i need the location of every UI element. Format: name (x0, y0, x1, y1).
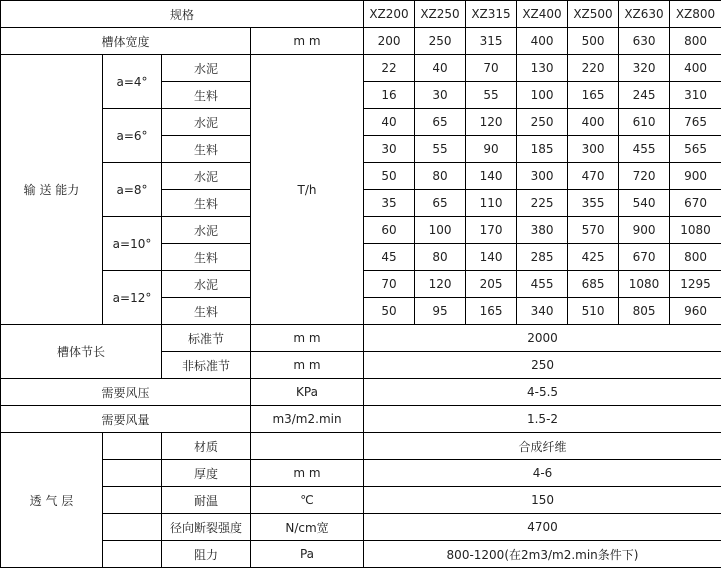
material-cement: 水泥 (162, 109, 251, 136)
value-cell: 310 (670, 82, 721, 109)
value-cell: 16 (364, 82, 415, 109)
value-cell: 35 (364, 190, 415, 217)
layer-property-unit: m m (251, 460, 364, 487)
material-cement: 水泥 (162, 55, 251, 82)
value-cell: 40 (364, 109, 415, 136)
value-cell: 90 (466, 136, 517, 163)
layer-property-label: 径向断裂强度 (162, 514, 251, 541)
value-cell: 470 (568, 163, 619, 190)
value-cell: 45 (364, 244, 415, 271)
model-header: XZ630 (619, 1, 670, 28)
section-length-label: 槽体节长 (1, 325, 162, 379)
value-cell: 130 (517, 55, 568, 82)
capacity-unit: T/h (251, 55, 364, 325)
value-cell: 400 (517, 28, 568, 55)
layer-property-unit (251, 433, 364, 460)
value-cell: 40 (415, 55, 466, 82)
value-cell: 30 (364, 136, 415, 163)
standard-section-label: 标准节 (162, 325, 251, 352)
nonstandard-section-unit: m m (251, 352, 364, 379)
value-cell: 900 (670, 163, 721, 190)
value-cell: 120 (415, 271, 466, 298)
value-cell: 205 (466, 271, 517, 298)
layer-property-label: 厚度 (162, 460, 251, 487)
value-cell: 170 (466, 217, 517, 244)
spec-label: 规格 (1, 1, 364, 28)
model-header: XZ400 (517, 1, 568, 28)
model-header: XZ315 (466, 1, 517, 28)
value-cell: 570 (568, 217, 619, 244)
value-cell: 805 (619, 298, 670, 325)
layer-property-value: 合成纤维 (364, 433, 721, 460)
value-cell: 800 (670, 244, 721, 271)
trough-width-label: 槽体宽度 (1, 28, 251, 55)
value-cell: 70 (466, 55, 517, 82)
layer-row-spacer (103, 487, 162, 514)
value-cell: 65 (415, 190, 466, 217)
value-cell: 320 (619, 55, 670, 82)
layer-property-value: 4-6 (364, 460, 721, 487)
model-header: XZ800 (670, 1, 721, 28)
breathable-layer-row (1, 541, 721, 568)
value-cell: 900 (619, 217, 670, 244)
material-cement: 水泥 (162, 163, 251, 190)
value-cell: 340 (517, 298, 568, 325)
value-cell: 30 (415, 82, 466, 109)
layer-property-label: 耐温 (162, 487, 251, 514)
layer-row-spacer (103, 541, 162, 568)
value-cell: 140 (466, 163, 517, 190)
value-cell: 50 (364, 298, 415, 325)
air-pressure-label: 需要风压 (1, 379, 251, 406)
value-cell: 630 (619, 28, 670, 55)
breathable-layer-row (1, 433, 721, 460)
trough-width-row (1, 28, 721, 55)
material-cement: 水泥 (162, 217, 251, 244)
value-cell: 225 (517, 190, 568, 217)
value-cell: 95 (415, 298, 466, 325)
layer-property-value: 150 (364, 487, 721, 514)
standard-section-value: 2000 (364, 325, 721, 352)
layer-row-spacer (103, 460, 162, 487)
value-cell: 65 (415, 109, 466, 136)
material-cement: 水泥 (162, 271, 251, 298)
value-cell: 55 (415, 136, 466, 163)
value-cell: 765 (670, 109, 721, 136)
value-cell: 120 (466, 109, 517, 136)
angle-label: a=4° (103, 55, 162, 109)
section-length-row (1, 325, 721, 352)
value-cell: 140 (466, 244, 517, 271)
value-cell: 800 (670, 28, 721, 55)
layer-property-unit: N/cm宽 (251, 514, 364, 541)
nonstandard-section-label: 非标准节 (162, 352, 251, 379)
material-raw: 生料 (162, 298, 251, 325)
value-cell: 455 (517, 271, 568, 298)
value-cell: 300 (568, 136, 619, 163)
value-cell: 250 (517, 109, 568, 136)
value-cell: 670 (670, 190, 721, 217)
value-cell: 300 (517, 163, 568, 190)
value-cell: 55 (466, 82, 517, 109)
breathable-layer-row (1, 487, 721, 514)
model-header: XZ250 (415, 1, 466, 28)
layer-row-spacer (103, 433, 162, 460)
angle-label: a=10° (103, 217, 162, 271)
layer-property-label: 阻力 (162, 541, 251, 568)
layer-property-label: 材质 (162, 433, 251, 460)
value-cell: 400 (670, 55, 721, 82)
value-cell: 1080 (619, 271, 670, 298)
value-cell: 355 (568, 190, 619, 217)
value-cell: 610 (619, 109, 670, 136)
material-raw: 生料 (162, 244, 251, 271)
value-cell: 500 (568, 28, 619, 55)
value-cell: 165 (568, 82, 619, 109)
layer-row-spacer (103, 514, 162, 541)
value-cell: 380 (517, 217, 568, 244)
material-raw: 生料 (162, 190, 251, 217)
value-cell: 315 (466, 28, 517, 55)
value-cell: 100 (517, 82, 568, 109)
value-cell: 220 (568, 55, 619, 82)
model-header: XZ500 (568, 1, 619, 28)
value-cell: 1295 (670, 271, 721, 298)
value-cell: 80 (415, 244, 466, 271)
breathable-layer-row (1, 460, 721, 487)
value-cell: 685 (568, 271, 619, 298)
value-cell: 455 (619, 136, 670, 163)
value-cell: 22 (364, 55, 415, 82)
angle-label: a=8° (103, 163, 162, 217)
value-cell: 70 (364, 271, 415, 298)
nonstandard-section-value: 250 (364, 352, 721, 379)
capacity-label: 输 送 能力 (1, 55, 103, 325)
value-cell: 720 (619, 163, 670, 190)
value-cell: 510 (568, 298, 619, 325)
value-cell: 185 (517, 136, 568, 163)
value-cell: 200 (364, 28, 415, 55)
layer-property-unit: ℃ (251, 487, 364, 514)
value-cell: 165 (466, 298, 517, 325)
material-raw: 生料 (162, 82, 251, 109)
trough-width-unit: m m (251, 28, 364, 55)
layer-property-value: 800-1200(在2m3/m2.min条件下) (364, 541, 721, 568)
layer-property-value: 4700 (364, 514, 721, 541)
value-cell: 400 (568, 109, 619, 136)
angle-label: a=6° (103, 109, 162, 163)
angle-label: a=12° (103, 271, 162, 325)
layer-property-unit: Pa (251, 541, 364, 568)
air-volume-unit: m3/m2.min (251, 406, 364, 433)
model-header: XZ200 (364, 1, 415, 28)
value-cell: 50 (364, 163, 415, 190)
value-cell: 250 (415, 28, 466, 55)
standard-section-unit: m m (251, 325, 364, 352)
air-pressure-row (1, 379, 721, 406)
air-volume-row (1, 406, 721, 433)
value-cell: 425 (568, 244, 619, 271)
air-volume-value: 1.5-2 (364, 406, 721, 433)
value-cell: 60 (364, 217, 415, 244)
value-cell: 100 (415, 217, 466, 244)
value-cell: 1080 (670, 217, 721, 244)
value-cell: 540 (619, 190, 670, 217)
breathable-layer-row (1, 514, 721, 541)
value-cell: 285 (517, 244, 568, 271)
air-pressure-value: 4-5.5 (364, 379, 721, 406)
value-cell: 80 (415, 163, 466, 190)
material-raw: 生料 (162, 136, 251, 163)
value-cell: 565 (670, 136, 721, 163)
breathable-layer-label: 透 气 层 (1, 433, 103, 568)
value-cell: 670 (619, 244, 670, 271)
value-cell: 960 (670, 298, 721, 325)
air-volume-label: 需要风量 (1, 406, 251, 433)
header-row (1, 1, 721, 28)
capacity-row (1, 55, 721, 82)
value-cell: 110 (466, 190, 517, 217)
air-pressure-unit: KPa (251, 379, 364, 406)
value-cell: 245 (619, 82, 670, 109)
